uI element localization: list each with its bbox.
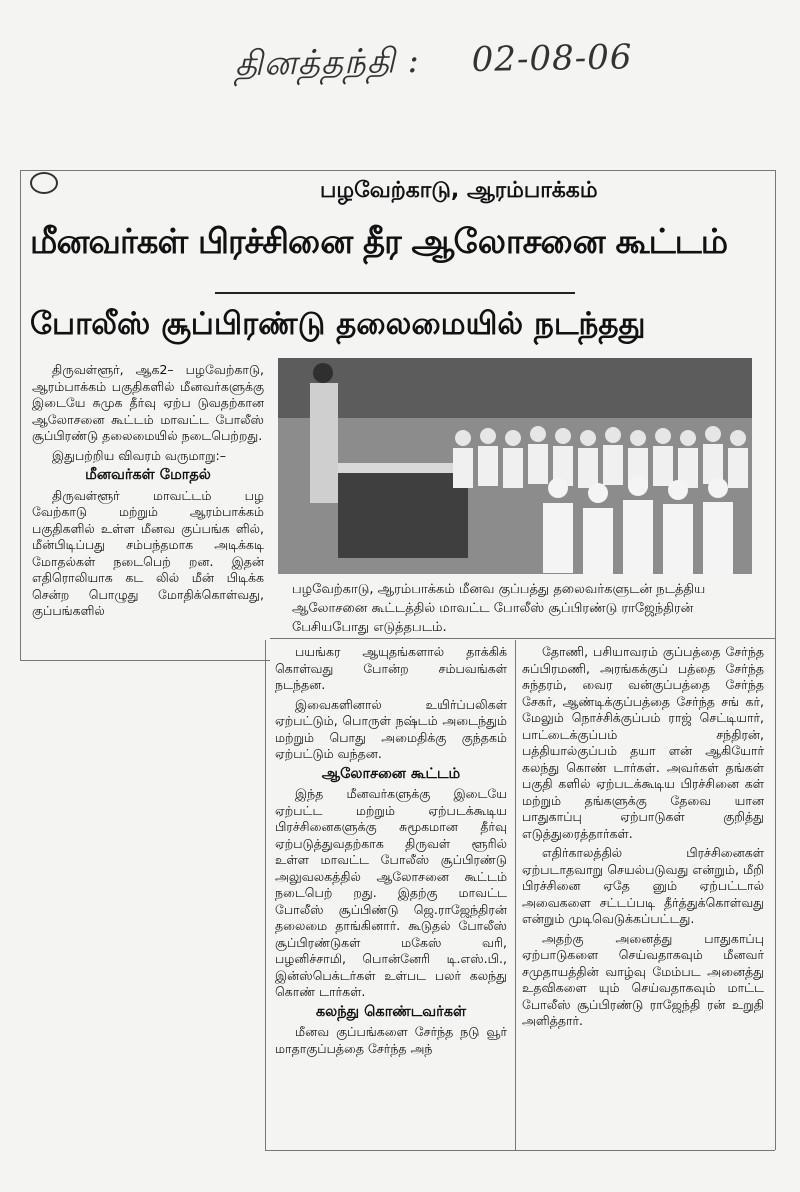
col1-paragraph: இதுபற்றிய விவரம் வருமாறு:– xyxy=(52,447,226,463)
clip-step-border xyxy=(20,660,270,661)
col1-paragraph: திருவள்ளூர், ஆக2– பழவேற்காடு, ஆரம்பாக்கம் பகுதிகளில் மீனவர்களுக்கு இடையே சுமுக தீர்வு ஏற்ப டுவதற்கான ஆலோசனை கூட்டம் மாவட்ட போலீஸ் சூப்பிரண்டு தலைமையில் நடைபெற்றது. xyxy=(32,362,264,443)
clip-left-border xyxy=(20,170,21,660)
kicker: பழவேற்காடு, ஆரம்பாக்கம் xyxy=(320,178,598,203)
meeting-photo xyxy=(278,358,752,574)
handwritten-date: 02-08-06 xyxy=(471,37,633,81)
col2-paragraph: மீனவ குப்பங்களை சேர்ந்த நடு வூர் மாதாகுப்பத்தை சேர்ந்த அந் xyxy=(275,1024,507,1056)
column-divider xyxy=(515,640,516,1150)
caption-bottom-rule xyxy=(270,638,775,639)
column-3 xyxy=(522,644,764,1033)
headline-divider xyxy=(215,292,575,294)
handwritten-paper-name: தினத்தந்தி : xyxy=(234,40,421,85)
column-1 xyxy=(32,362,264,623)
photo-caption: பழவேற்காடு, ஆரம்பாக்கம் மீனவ குப்பத்து தலைவர்களுடன் நடத்திய ஆலோசனை கூட்டத்தில் மாவட்ட போலீஸ் சூப்பிரண்டு ராஜேந்திரன் பேசியபோது எடுத்தபடம். xyxy=(292,582,706,635)
col3-paragraph: அதற்கு அனைத்து பாதுகாப்பு ஏற்பாடுகளை செய்வதாகவும் மீனவர் சமுதாயத்தின் வாழ்வு மேம்பட அனைத்து உதவிகளை யும் செய்வதாகவும் மாட்ட போலீஸ் சூப்பிரண்டு ராஜேந்தி ரன் உறுதி அளித்தார். xyxy=(522,930,764,1028)
subheadline: போலீஸ் சூப்பிரண்டு தலைமையில் நடந்தது xyxy=(30,306,646,342)
col3-paragraph: தோணி, பசியாவரம் குப்பத்தை சேர்ந்த சுப்பிரமணி, அரங்கக்குப் பத்தை சேர்ந்த சுந்தரம், வைர வன்குப்பத்தை சேர்ந்த சேகர், ஆண்டிக்குப்பத்தை சேர்ந்த சங் கர், மேலும் நொச்சிக்குப்பம் ராஜ் செட்டியார், பாட்டைக்குப்பம் சந்திரன், பத்தியால்குப்பம் தயா ளன் ஆகியோர் கலந்து கொண் டார்கள். அவர்கள் தங்கள் பகுதி களில் ஏற்படக்கூடிய பிரச்சினை கள் மற்றும் தங்களுக்கு தேவை யான பாதுகாப்பு ஏற்பாடுகள் குறித்து எடுத்துரைத்தார்கள். xyxy=(522,644,764,841)
col2-paragraph: பயங்கர ஆயுதங்களால் தாக்கிக் கொள்வது போன்ற சம்பவங்கள் நடந்தன. xyxy=(275,644,507,692)
meeting-photo-illustration xyxy=(278,358,752,574)
column-2 xyxy=(275,644,507,1060)
headline: மீனவர்கள் பிரச்சினை தீர ஆலோசனை கூட்டம் xyxy=(30,222,728,262)
col3-paragraph: எதிர்காலத்தில் பிரச்சினைகள் ஏற்படாதவாறு செயல்படுவது என்றும், மீறி பிரச்சினை ஏதே னும் ஏற்பட்டால் அவைகளை சட்டப்படி தீர்த்துக்கொள்வது என்றும் முடிவெடுக்கப்பட்டது. xyxy=(522,845,764,926)
col2-section-heading: ஆலோசனை கூட்டம் xyxy=(321,765,461,782)
clip-step-vertical xyxy=(265,640,266,1150)
col2-paragraph: இவைகளினால் உயிர்ப்பலிகள் ஏற்பட்டும், பொருள் நஷ்டம் அடைந்தும் மற்றும் பொது அமைதிக்கு குந்தகம் ஏற்பட்டும் வந்தன. xyxy=(275,696,507,761)
clip-top-border xyxy=(20,170,775,171)
col2-section-heading: கலந்து கொண்டவர்கள் xyxy=(315,1003,467,1020)
col1-paragraph: திருவள்ளூர் மாவட்டம் பழ வேற்காடு மற்றும் ஆரம்பாக்கம் பகுதிகளில் உள்ள மீனவ குப்பங்க ளில், மீன்பிடிப்பது சம்பந்தமாக அடிக்கடி மோதல்கள் நடைபெற் றன. இதன் எதிரொலியாக கட லில் மீன் பிடிக்க சென்ற பொழுது மோதிக்கொள்வது, குப்பங்களில் xyxy=(32,487,264,618)
col2-paragraph: இந்த மீனவர்களுக்கு இடையே ஏற்பட்ட மற்றும் ஏற்படக்கூடிய பிரச்சினைகளுக்கு சுமூகமான தீர்வு ஏற்படுத்துவதற்காக திருவள் ளூரில் உள்ள மாவட்ட போலீஸ் சூப்பிரண்டு அலுவலகத்தில் ஆலோசனை கூட்டம் நடைபெற் றது. இதற்கு மாவட்ட போலீஸ் சூப்பிண்டு ஜெ.ராஜேந்திரன் தலைமை தாங்கினார். கூடுதல் போலீஸ் சூப்பிரண்டுகள் மகேஸ் வரி, பழனிச்சாமி, பொன்னேரி டி.எஸ்.பி., இன்ஸ்பெக்டர்கள் உள்பட பலர் கலந்து கொண் டார்கள். xyxy=(275,786,507,999)
col1-section-heading: மீனவர்கள் மோதல் xyxy=(85,467,211,483)
pen-circle-mark xyxy=(30,172,58,194)
handwritten-note xyxy=(235,36,716,104)
clip-bottom-border xyxy=(265,1150,775,1151)
